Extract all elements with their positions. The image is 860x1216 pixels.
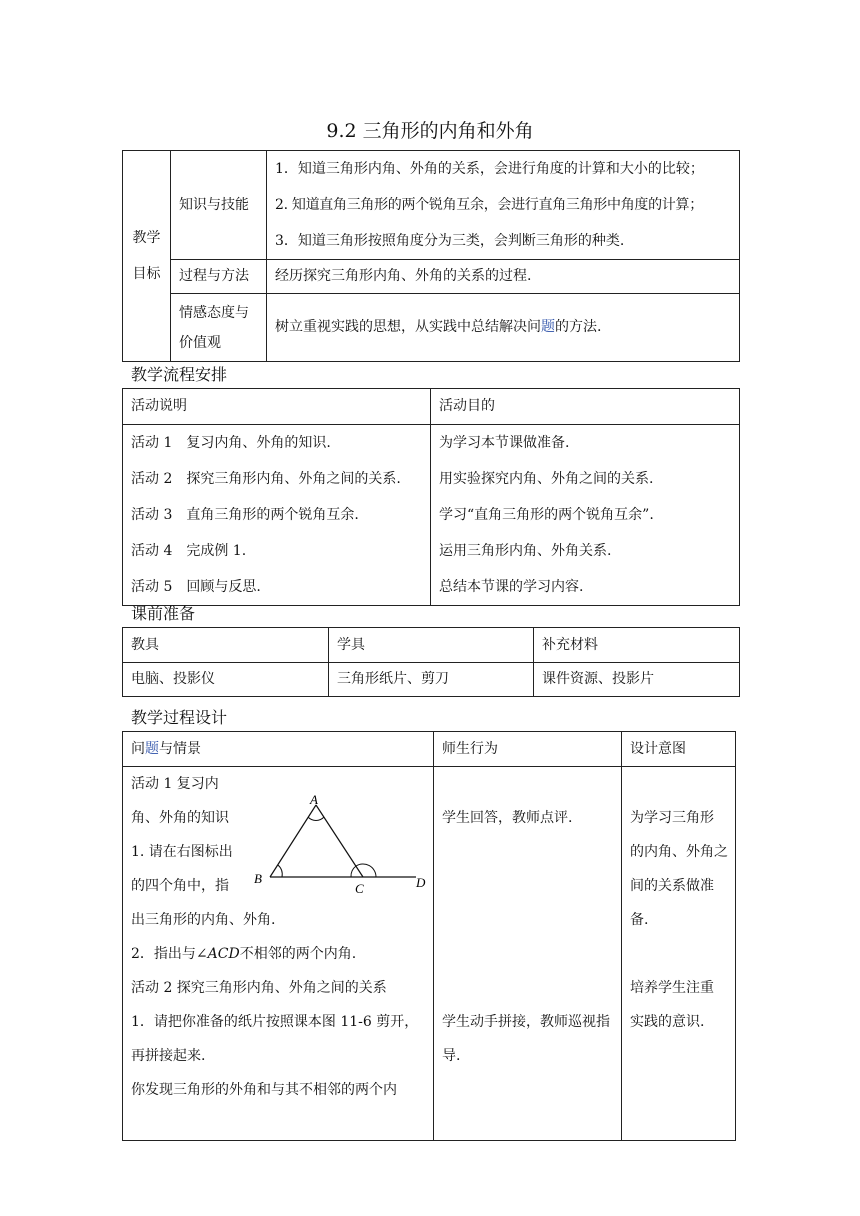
prep-value-learning-tools: 三角形纸片、剪刀 [329,663,534,697]
flow-activity-list [123,425,431,606]
flow-col-activity: 活动说明 [123,389,431,425]
process-behavior-cell: 学生回答，教师点评. 学生动手拼接，教师巡视指 导. [434,767,622,1141]
prep-value-teaching-aids: 电脑、投影仪 [123,663,329,697]
prep-header-teaching-aids: 教具 [123,628,329,663]
objectives-group-label: 教学 目标 [123,151,171,362]
prep-value-materials: 课件资源、投影片 [534,663,740,697]
objective-attitude-item: 树立重视实践的思想，从实践中总结解决问题的方法. [267,294,740,362]
objective-knowledge-items [267,151,740,260]
prep-header-learning-tools: 学具 [329,628,534,663]
objective-label-process: 过程与方法 [171,260,267,294]
process-col-behavior: 师生行为 [434,732,622,767]
prep-header-materials: 补充材料 [534,628,740,663]
objective-label-knowledge: 知识与技能 [171,151,267,260]
objective-process-item: 经历探究三角形内角、外角的关系的过程. [267,260,740,294]
process-col-question: 问题与情景 [123,732,434,767]
list-item: 运用三角形内角、外角关系. [439,543,612,559]
list-item: 活动 3 直角三角形的两个锐角互余. [131,507,359,523]
process-heading: 教学过程设计 [131,708,228,727]
objectives-table [122,150,740,362]
objective-item: 3．知道三角形按照角度分为三类，会判断三角形的种类. [275,233,625,249]
list-item: 活动 5 回顾与反思. [131,579,261,595]
flow-purpose-list [431,425,740,606]
question-acd: 2．指出与∠ACD不相邻的两个内角. [131,946,357,962]
prep-heading: 课前准备 [131,604,196,623]
list-item: 学习“直角三角形的两个锐角互余”. [439,507,654,523]
list-item: 用实验探究内角、外角之间的关系. [439,471,654,487]
list-item: 活动 1 复习内角、外角的知识. [131,435,331,451]
objective-item: 1．知道三角形内角、外角的关系，会进行角度的计算和大小的比较； [275,161,704,177]
prep-table [122,627,740,697]
list-item: 活动 4 完成例 1. [131,543,247,559]
figure-label-d: D [416,875,426,890]
process-col-intent: 设计意图 [622,732,736,767]
process-intent-cell: 为学习三角形 的内角、外角之 间的关系做准 备. 培养学生注重 实践的意识. [622,767,736,1141]
flow-heading: 教学流程安排 [131,365,228,384]
list-item: 总结本节课的学习内容. [439,579,584,595]
figure-label-c: C [355,881,364,895]
objective-item: 2. 知道直角三角形的两个锐角互余，会进行直角三角形中角度的计算； [275,197,703,213]
flow-col-purpose: 活动目的 [431,389,740,425]
process-table [122,731,736,1141]
objective-label-attitude: 情感态度与 价值观 [171,294,267,362]
flow-table [122,388,740,606]
page-title: 9.2 三角形的内角和外角 [326,120,534,142]
figure-label-b: B [254,871,262,886]
list-item: 活动 2 探究三角形内角、外角之间的关系. [131,471,401,487]
process-question-cell: 活动 1 复习内 角、外角的知识 1. 请在右图标出 的四个角中，指 出三角形的内角、外角. 2．指出与∠ACD不相邻的两个内角. 活动 2 探究三角形内角、外角之间的关系 1．请把你准备的纸片按照课本图 11-6 剪开， 再拼接起来. 你发现三角形的外角和与其不相邻的两个内 A B C D [123,767,434,1141]
list-item: 为学习本节课做准备. [439,435,570,451]
triangle-figure [248,795,434,895]
figure-label-a: A [310,795,318,807]
